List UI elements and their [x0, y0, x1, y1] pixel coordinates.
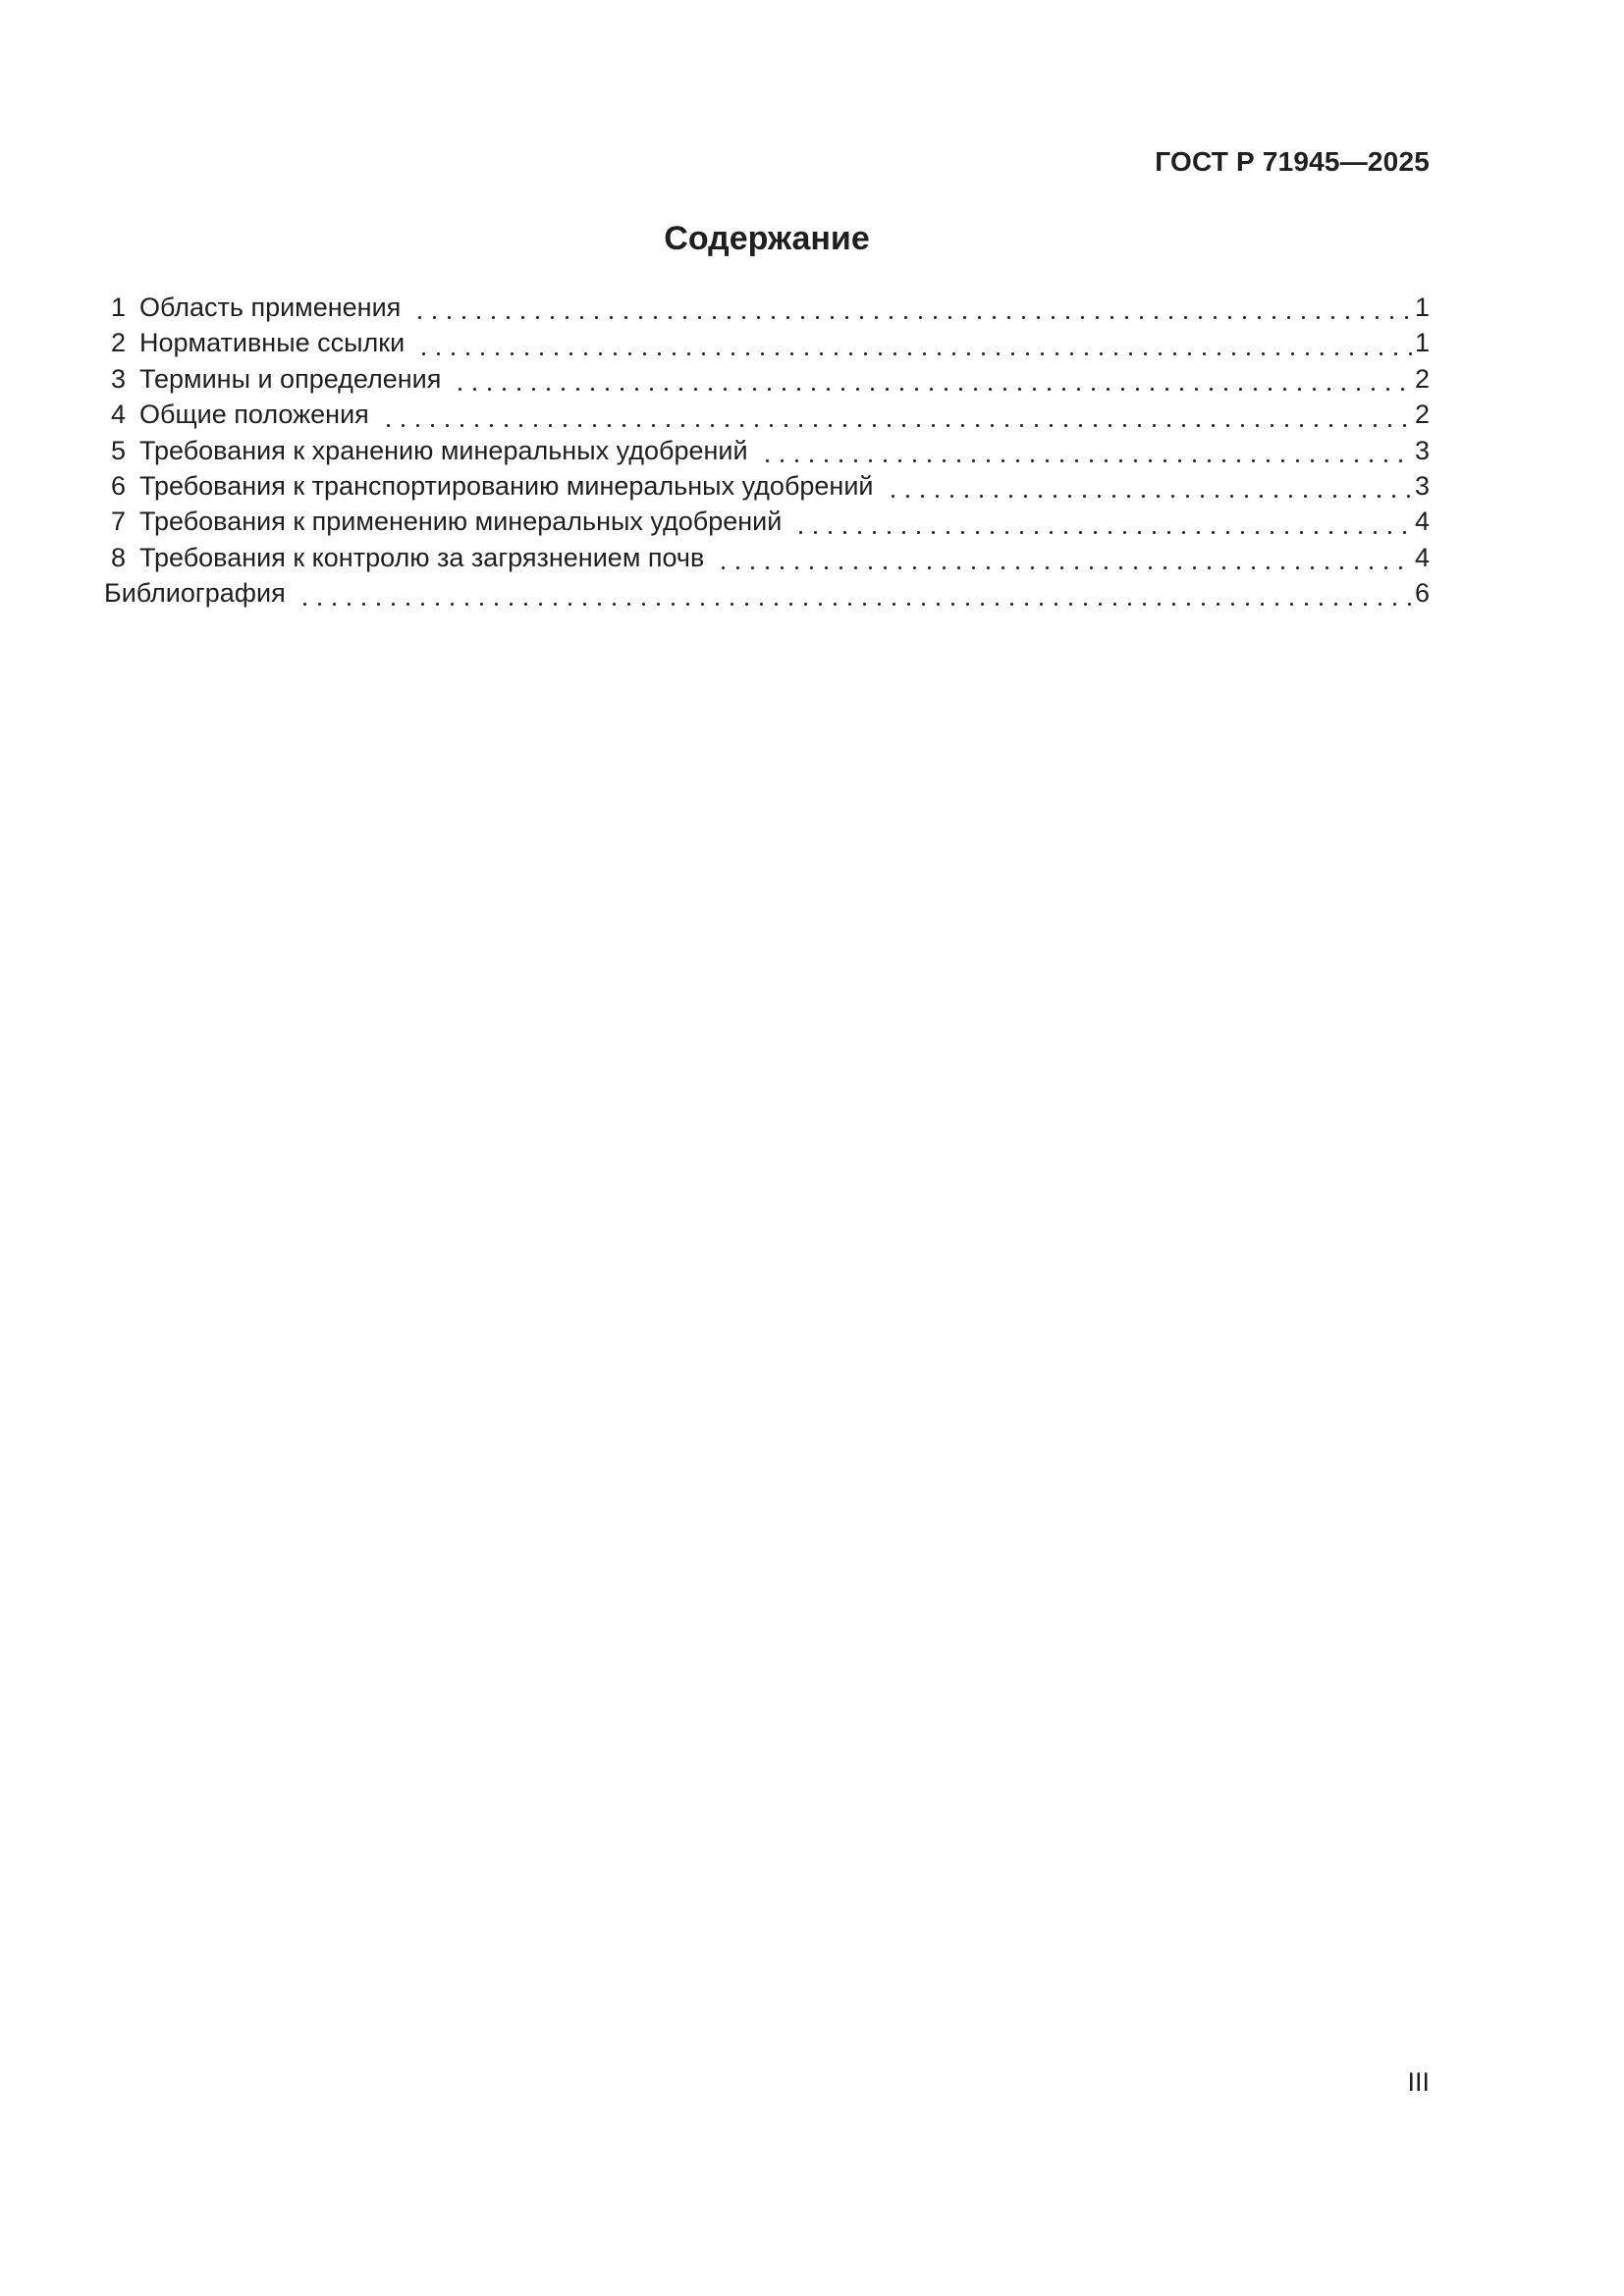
toc-entry-page: 2: [1414, 400, 1430, 430]
toc-entry-label: Требования к применению минеральных удобрений: [139, 507, 783, 537]
toc-entry-label: Требования к контролю за загрязнением почв: [139, 542, 705, 572]
toc-entry-label: Требования к хранению минеральных удобрений: [139, 435, 748, 465]
toc-entry: [104, 290, 1430, 325]
toc-entry-number: 1: [111, 293, 127, 322]
toc-dot-leader: [410, 290, 1413, 325]
document-code: ГОСТ Р 71945—2025: [1155, 146, 1430, 177]
toc-entry-page: 4: [1414, 507, 1430, 537]
toc-entry-label: Термины и определения: [139, 363, 442, 394]
toc-dot-leader: [884, 468, 1413, 504]
toc-entry: [104, 540, 1430, 575]
toc-entry-number: 7: [111, 507, 127, 537]
toc-entry-label: Библиография: [104, 578, 286, 609]
toc-entry: [104, 397, 1430, 432]
toc-entry-number: 2: [111, 328, 127, 358]
folio-page-number: III: [1407, 2067, 1430, 2097]
toc-entry: [104, 361, 1430, 397]
toc-entry-page: 2: [1414, 363, 1430, 394]
toc-entry-number: 3: [111, 363, 127, 394]
toc-entry: [104, 433, 1430, 468]
page-title: Содержание: [664, 220, 870, 257]
toc-dot-leader: [791, 504, 1413, 539]
toc-dot-leader: [714, 540, 1413, 575]
toc-dot-leader: [451, 361, 1413, 397]
toc-dot-leader: [379, 397, 1413, 432]
toc-list: [104, 290, 1430, 612]
toc-entry-page: 4: [1414, 542, 1430, 572]
toc-entry-label: Требования к транспортированию минеральных удобрений: [139, 470, 874, 501]
toc-entry: [104, 575, 1430, 611]
toc-entry-label: Общие положения: [139, 400, 369, 430]
toc-entry: [104, 504, 1430, 539]
toc-entry: [104, 325, 1430, 360]
toc-entry-number: 4: [111, 400, 127, 430]
toc-entry-page: 3: [1414, 435, 1430, 465]
toc-entry-page: 6: [1414, 578, 1430, 609]
toc-entry-number: 8: [111, 542, 127, 572]
toc-dot-leader: [758, 433, 1413, 468]
toc-entry-number: 6: [111, 470, 127, 501]
toc-entry-number: 5: [111, 435, 127, 465]
toc-entry-page: 3: [1414, 470, 1430, 501]
toc-entry: [104, 468, 1430, 504]
toc-entry-label: Нормативные ссылки: [139, 328, 406, 358]
toc-dot-leader: [414, 325, 1413, 360]
toc-entry-page: 1: [1414, 328, 1430, 358]
toc-entry-label: Область применения: [139, 293, 402, 322]
toc-dot-leader: [296, 575, 1413, 611]
toc-entry-page: 1: [1414, 293, 1430, 322]
